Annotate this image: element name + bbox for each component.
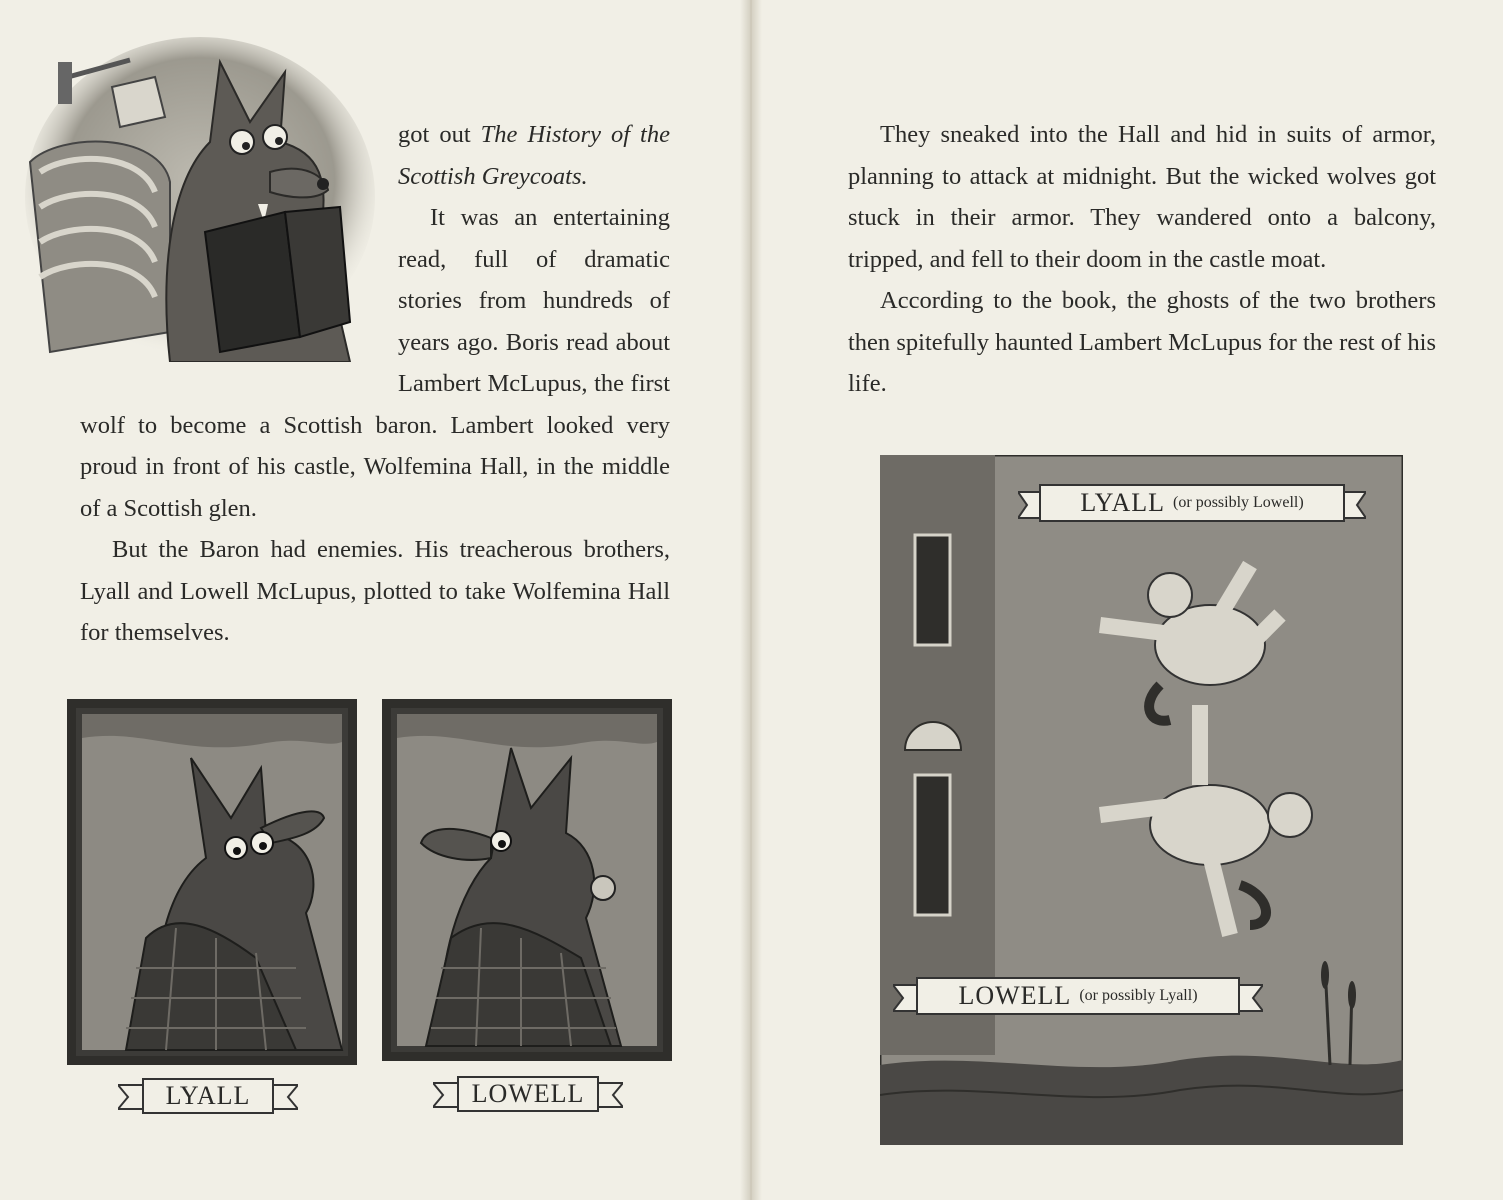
banner-top <box>1018 482 1366 524</box>
plaque-lyall-label: LYALL <box>165 1081 251 1110</box>
paragraph-2: According to the book, the ghosts of the two brothers then spitefully haunted Lambert McLupus for the rest of his life. <box>848 287 1436 397</box>
banner-bottom <box>893 975 1263 1017</box>
para1-lead: got out <box>398 121 481 148</box>
plaque-lyall <box>118 1077 298 1115</box>
banner-bottom-note: (or possibly Lyall) <box>1079 987 1198 1004</box>
moat-water <box>880 1056 1403 1145</box>
paragraph-1: They sneaked into the Hall and hid in suits of armor, planning to attack at midnight. But the wicked wolves got stuck in their armor. They wandered onto a balcony, tripped, and fell to their doom in the castle moat. <box>848 121 1436 273</box>
tower-window-upper <box>915 535 950 645</box>
falling-brothers-illustration <box>880 455 1403 1145</box>
left-page-text <box>80 114 670 654</box>
plaque-lowell-label: LOWELL <box>471 1079 585 1108</box>
portrait-frame-left <box>66 698 358 1066</box>
paragraph-3: But the Baron had enemies. His treacherous brothers, Lyall and Lowell McLupus, plotted to take Wolfemina Hall for themselves. <box>80 536 670 646</box>
ribbon-shape <box>893 975 1263 1017</box>
paragraph-2: It was an entertaining read, full of dramatic stories from hundreds of years ago. Boris read about Lambert McLupus, the first wolf to become a Scottish baron. Lambert looked very proud in front of his castle, Wolfemina Hall, in the middle of a Scottish glen. <box>80 204 670 522</box>
book-title: The History of the Scottish Greycoats. <box>398 121 670 190</box>
tower-window-lower <box>915 775 950 915</box>
book-gutter <box>740 0 762 1200</box>
illustration-float-space <box>80 114 398 364</box>
right-page-text <box>848 114 1436 405</box>
banner-top-note: (or possibly Lowell) <box>1173 494 1304 511</box>
banner-top-name: LYALL <box>1080 488 1166 517</box>
plaque-lowell <box>433 1075 623 1113</box>
portrait-frame-right <box>381 698 673 1062</box>
banner-bottom-name: LOWELL <box>958 981 1072 1010</box>
